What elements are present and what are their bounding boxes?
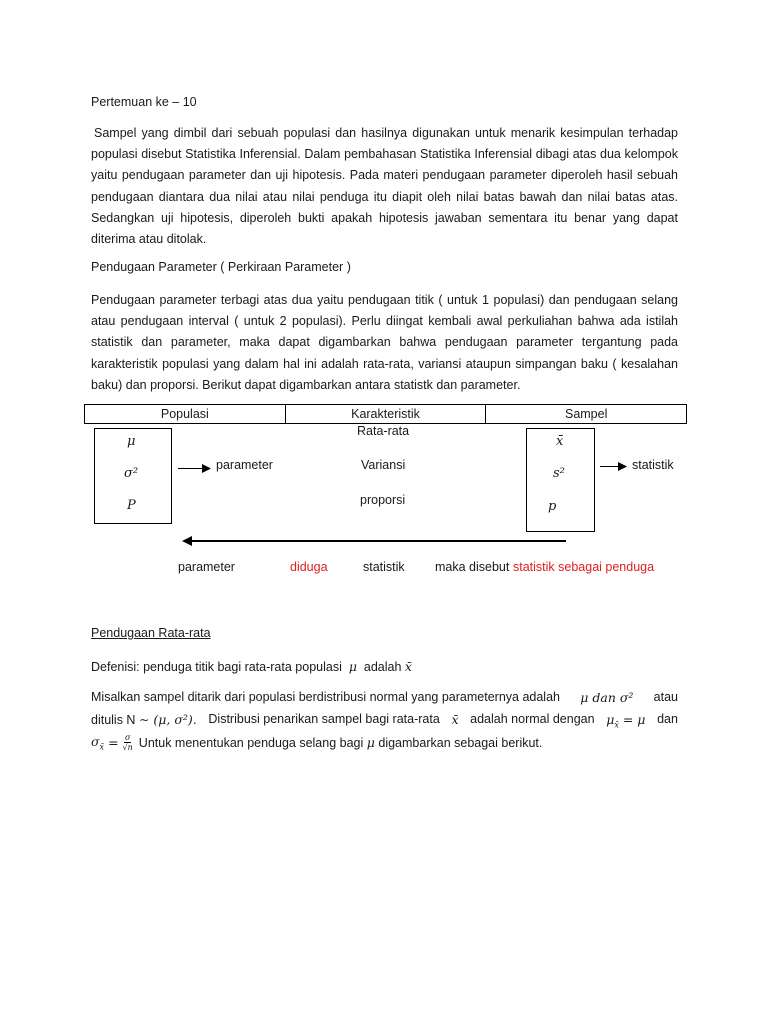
definition-line: [91, 659, 412, 674]
line2-text: Distribusi penarikan sampel bagi rata-rata: [208, 712, 440, 726]
parameter-label: parameter: [216, 458, 273, 472]
last-paragraph-line-1: [91, 690, 678, 705]
line2-xbar: x̄: [451, 712, 459, 727]
page-heading: Pertemuan ke – 10: [91, 95, 197, 109]
line2-ditulis: ditulis N: [91, 713, 136, 727]
bottom-statistik-sebagai-penduga: statistik sebagai penduga: [513, 560, 655, 574]
header-populasi: Populasi: [85, 405, 286, 423]
line1-text: Misalkan sampel ditarik dari populasi berdistribusi normal yang parameternya adalah: [91, 690, 560, 704]
line3-text2: digambarkan sebagai berikut.: [378, 735, 543, 750]
population-mean-symbol: μ: [127, 434, 136, 449]
sample-proportion-symbol: p: [548, 499, 557, 514]
arrow-to-parameter: [178, 468, 204, 469]
header-sampel: Sampel: [564, 407, 608, 421]
bottom-word-diduga: diduga: [290, 560, 328, 574]
population-variance-symbol: σ²: [124, 466, 139, 481]
line1-math: μ dan σ²: [580, 690, 634, 705]
line2-normal-notation: ∼ (μ, σ²).: [138, 712, 197, 727]
definition-mu: μ: [348, 659, 357, 674]
parameter-estimation-paragraph: Pendugaan parameter terbagi atas dua yaitu pendugaan titik ( untuk 1 populasi) dan pendugaan selang atau pendugaan interval ( untuk 2 populasi). Perlu diingat kembali awal perkuliahan bahwa ada istilah statistik dan parameter, maka dapat digambarkan bahwa pendugaan parameter tergantung pada karakteristik populasi yang dalam hal ini adalah rata-rata, variansi ataupun simpangan baku ( kesalahan baku) dan proporsi. Berikut dapat digambarkan antara statistk dan parameter.: [91, 293, 678, 392]
line3-sigma-xbar: $\sigma_{x̄}$: [91, 733, 105, 752]
characteristic-variance: Variansi: [361, 458, 406, 472]
intro-paragraph: Sampel yang dimbil dari sebuah populasi dan hasilnya digunakan untuk menarik kesimpulan terhadap populasi disebut Statistika Inferensial. Dalam pembahasan Statistika Inferensial dibagi atas dua kelompok yaitu pendugaan parameter dan uji hipotesis. Pada materi pendugaan parameter diperoleh hasil sebuah pendugaan diantara dua nilai atau nilai penduga itu diapit oleh nilai batas bawah dan nilai batas atas. Sedangkan uji hipotesis, diperoleh bukti apakah hipotesis jawaban sementara itu benar yang dapat diterima atau ditolak.: [91, 126, 678, 247]
line3-mu: μ: [366, 735, 375, 750]
sample-mean-symbol: x̄: [556, 434, 564, 449]
characteristic-mean: Rata-rata: [357, 424, 410, 438]
last-paragraph-line-3: [91, 733, 542, 752]
definition-xbar: x̄: [404, 659, 412, 674]
table-header: [84, 404, 687, 424]
arrowhead-right-icon: [618, 462, 627, 471]
section-title-parameter-estimation: Pendugaan Parameter ( Perkiraan Parameter ): [91, 260, 351, 274]
line1-end: atau: [653, 690, 678, 704]
population-proportion-symbol: P: [127, 498, 136, 513]
section-title-mean-estimation: Pendugaan Rata-rata: [91, 626, 211, 640]
definition-prefix: Defenisi: penduga titik bagi rata-rata populasi: [91, 660, 342, 674]
line3-equals: =: [108, 735, 119, 750]
bottom-word-parameter: parameter: [178, 560, 235, 574]
characteristic-proportion: proporsi: [360, 493, 406, 507]
last-paragraph-line-2: [91, 712, 678, 730]
header-karakteristik: Karakteristik: [286, 405, 487, 423]
sample-variance-symbol: s²: [553, 466, 565, 481]
statistik-label: statistik: [632, 458, 674, 472]
line2-mean-equality: $\mu_{x̄} = \mu$: [606, 712, 646, 730]
definition-middle: adalah: [363, 660, 402, 674]
line2-text2: adalah normal dengan: [470, 712, 595, 726]
bottom-word-maka-disebut: maka disebut: [435, 560, 510, 574]
arrowhead-right-icon: [202, 464, 211, 473]
line2-dan: dan: [657, 712, 678, 726]
arrow-to-statistik: [600, 466, 620, 467]
long-left-arrow: [190, 540, 566, 542]
line3-text: Untuk menentukan penduga selang bagi: [138, 735, 364, 750]
bottom-word-statistik: statistik: [363, 560, 405, 574]
line3-fraction: $\frac{\sigma}{√n}$: [122, 733, 133, 752]
